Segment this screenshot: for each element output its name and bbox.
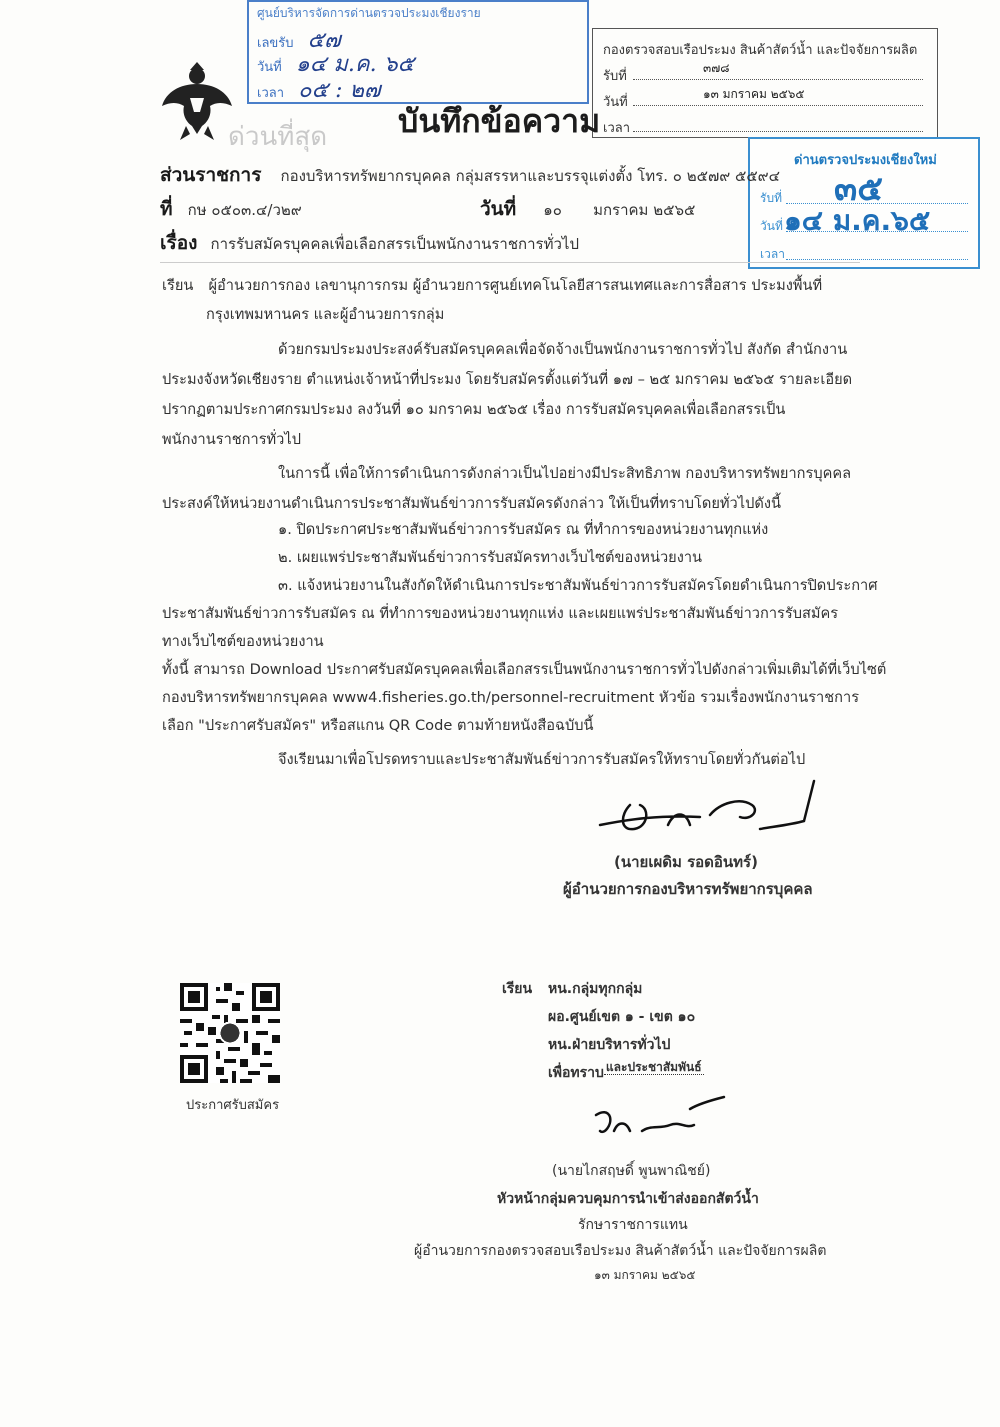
stamp-title: กองตรวจสอบเรือประมง สินค้าสัตว์น้ำ และปัจจัยการผลิต: [603, 43, 918, 58]
qr-code-icon[interactable]: [180, 983, 280, 1083]
paragraph-2-line-2: ประสงค์ให้หน่วยงานดำเนินการประชาสัมพันธ์ข่าวการรับสมัครดังกล่าว ให้เป็นที่ทราบโดยทั่วไปดังนี้: [162, 495, 781, 512]
routing-action-note: และประชาสัมพันธ์: [605, 1060, 702, 1074]
signature-2-icon: [590, 1095, 730, 1155]
subject-row: [160, 228, 579, 258]
stamp-date-value: ๑๓ มกราคม ๒๕๖๕: [703, 87, 805, 101]
paragraph-1-line-2: ประมงจังหวัดเชียงราย ตำแหน่งเจ้าหน้าที่ประมง โดยรับสมัครตั้งแต่วันที่ ๑๗ – ๒๕ มกราคม ๒๕๖๕ รายละเอียด: [162, 371, 853, 388]
paragraph-2-line-1: ในการนี้ เพื่อให้การดำเนินการดังกล่าวเป็นไปอย่างมีประสิทธิภาพ กองบริหารทรัพยากรบุคคล: [278, 465, 852, 482]
stamp-date-label: วันที่: [603, 95, 628, 110]
date-row: [480, 194, 695, 224]
closing-line: จึงเรียนมาเพื่อโปรดทราบและประชาสัมพันธ์ข่าวการรับสมัครให้ทราบโดยทั่วกันต่อไป: [278, 751, 806, 768]
garuda-emblem-icon: [160, 62, 234, 142]
list-item-3-line-3: ทางเว็บไซต์ของหน่วยงาน: [162, 633, 324, 650]
paragraph-3-line-2: กองบริหารทรัพยากรบุคคล www4.fisheries.go.th/personnel-recruitment หัวข้อ รวมเรื่องพนักงานราชการ: [162, 689, 860, 706]
subject-value: การรับสมัครบุคคลเพื่อเลือกสรรเป็นพนักงานราชการทั่วไป: [210, 235, 579, 253]
paragraph-1-line-1: ด้วยกรมประมงประสงค์รับสมัครบุคคลเพื่อจัดจ้างเป็นพนักงานราชการทั่วไป สังกัด สำนักงาน: [278, 341, 848, 358]
stamp-date-label: วันที่: [257, 60, 282, 75]
list-item-3-line-2: ประชาสัมพันธ์ข่าวการรับสมัคร ณ ที่ทำการของหน่วยงานทุกแห่ง และเผยแพร่ประชาสัมพันธ์ข่าวการรับสมัคร: [162, 605, 839, 622]
list-item-1: ๑. ปิดประกาศประชาสัมพันธ์ข่าวการรับสมัคร ณ ที่ทำการของหน่วยงานทุกแห่ง: [278, 521, 769, 538]
stamp-no-value: ๓๕: [834, 169, 883, 209]
routing-line-2: ผอ.ศูนย์เขต ๑ - เขต ๑๐: [548, 1009, 696, 1025]
signature-2-date: ๑๓ มกราคม ๒๕๖๕: [594, 1268, 696, 1282]
paragraph-1-line-3: ปรากฏตามประกาศกรมประมง ลงวันที่ ๑๐ มกราคม ๒๕๖๕ เรื่อง การรับสมัครบุคคลเพื่อเลือกสรรเป็น: [162, 401, 786, 418]
dotted-line: [633, 105, 923, 106]
received-stamp-checkpoint: [748, 137, 980, 269]
paragraph-3-line-3: เลือก "ประกาศรับสมัคร" หรือสแกน QR Code ตามท้ายหนังสือฉบับนี้: [162, 717, 594, 734]
signature-2-name: (นายไกสฤษดิ์ พูนพาณิชย์): [552, 1163, 711, 1179]
received-stamp-division: [592, 28, 938, 138]
date-label: วันที่: [480, 198, 517, 220]
qr-caption: ประกาศรับสมัคร: [186, 1098, 280, 1113]
stamp-title: ศูนย์บริหารจัดการด่านตรวจประมงเชียงราย: [257, 6, 481, 20]
routing-label: เรียน: [502, 981, 533, 997]
stamp-time-label: เวลา: [760, 247, 785, 261]
agency-row: [160, 160, 780, 190]
list-item-2: ๒. เผยแพร่ประชาสัมพันธ์ข่าวการรับสมัครทางเว็บไซต์ของหน่วยงาน: [278, 549, 703, 566]
stamp-date-value: ๑๔ ม.ค.๖๕: [784, 204, 931, 237]
header-divider: [160, 262, 860, 263]
page-title: บันทึกข้อความ: [398, 102, 601, 140]
routing-line-4: [548, 1062, 704, 1084]
stamp-no-label: เลขรับ: [257, 36, 294, 51]
dotted-line: [786, 231, 968, 232]
signature-1-position: ผู้อำนวยการกองบริหารทรัพยากรบุคคล: [563, 880, 813, 898]
ref-row: [160, 194, 302, 224]
stamp-time-value: ๐๕ : ๒๗: [298, 78, 381, 103]
signature-1-name: (นายเผดิม รอดอินทร์): [614, 853, 758, 871]
agency-value: กองบริหารทรัพยากรบุคคล กลุ่มสรรหาและบรรจุแต่งตั้ง โทร. ๐ ๒๕๗๙ ๕๕๙๔: [280, 167, 781, 185]
dotted-line: [633, 131, 923, 132]
routing-line-1: หน.กลุ่มทุกกลุ่ม: [548, 981, 643, 997]
paragraph-1-line-4: พนักงานราชการทั่วไป: [162, 431, 301, 448]
ref-value: กษ ๐๕๐๓.๔/ว๒๙: [187, 201, 302, 219]
stamp-time-label: เวลา: [603, 121, 631, 136]
stamp-title: ด่านตรวจประมงเชียงใหม่: [794, 153, 937, 168]
signature-2-position-2: รักษาราชการแทน: [578, 1217, 688, 1233]
stamp-no-label: รับที่: [760, 191, 782, 205]
signature-1-icon: [590, 775, 820, 845]
received-stamp-center: [247, 0, 589, 104]
addressee-row: [162, 274, 822, 297]
addressee-line-2: กรุงเทพมหานคร และผู้อำนวยการกลุ่ม: [206, 306, 445, 323]
date-month-year: มกราคม ๒๕๖๕: [593, 201, 696, 219]
stamp-no-label: รับที่: [603, 69, 627, 84]
agency-label: ส่วนราชการ: [160, 164, 262, 186]
stamp-no-value: ๓๗๘: [703, 61, 730, 75]
dotted-line: [633, 79, 923, 80]
stamp-time-row: [257, 72, 381, 107]
stamp-date-label: วันที่: [760, 219, 783, 233]
addressee-line-1: ผู้อำนวยการกอง เลขานุการกรม ผู้อำนวยการศูนย์เทคโนโลยีสารสนเทศและการสื่อสาร ประมงพื้นที่: [208, 277, 823, 294]
routing-action: เพื่อทราบ: [548, 1065, 604, 1081]
stamp-date-value: ๑๔ ม.ค. ๖๕: [295, 52, 415, 77]
urgent-stamp: ด่วนที่สุด: [228, 122, 328, 152]
paragraph-3-line-1: ทั้งนี้ สามารถ Download ประกาศรับสมัครบุคคลเพื่อเลือกสรรเป็นพนักงานราชการทั่วไปดังกล่าวเพิ่มเติมได้ที่เว็บไซต์: [162, 661, 887, 678]
signature-2-position-3: ผู้อำนวยการกองตรวจสอบเรือประมง สินค้าสัตว์น้ำ และปัจจัยการผลิต: [414, 1243, 827, 1259]
date-day: ๑๐: [543, 201, 562, 219]
stamp-no-value: ๕๗: [307, 28, 341, 53]
signature-2-position-1: หัวหน้ากลุ่มควบคุมการนำเข้าส่งออกสัตว์น้ำ: [497, 1191, 759, 1207]
ref-label: ที่: [160, 198, 173, 220]
subject-label: เรื่อง: [160, 232, 198, 254]
stamp-time-label: เวลา: [257, 86, 285, 101]
routing-line-3: หน.ฝ่ายบริหารทั่วไป: [548, 1037, 671, 1053]
addressee-label: เรียน: [162, 277, 194, 294]
dotted-line: [786, 259, 968, 260]
list-item-3-line-1: ๓. แจ้งหน่วยงานในสังกัดให้ดำเนินการประชาสัมพันธ์ข่าวการรับสมัครโดยดำเนินการปิดประกาศ: [278, 577, 878, 594]
